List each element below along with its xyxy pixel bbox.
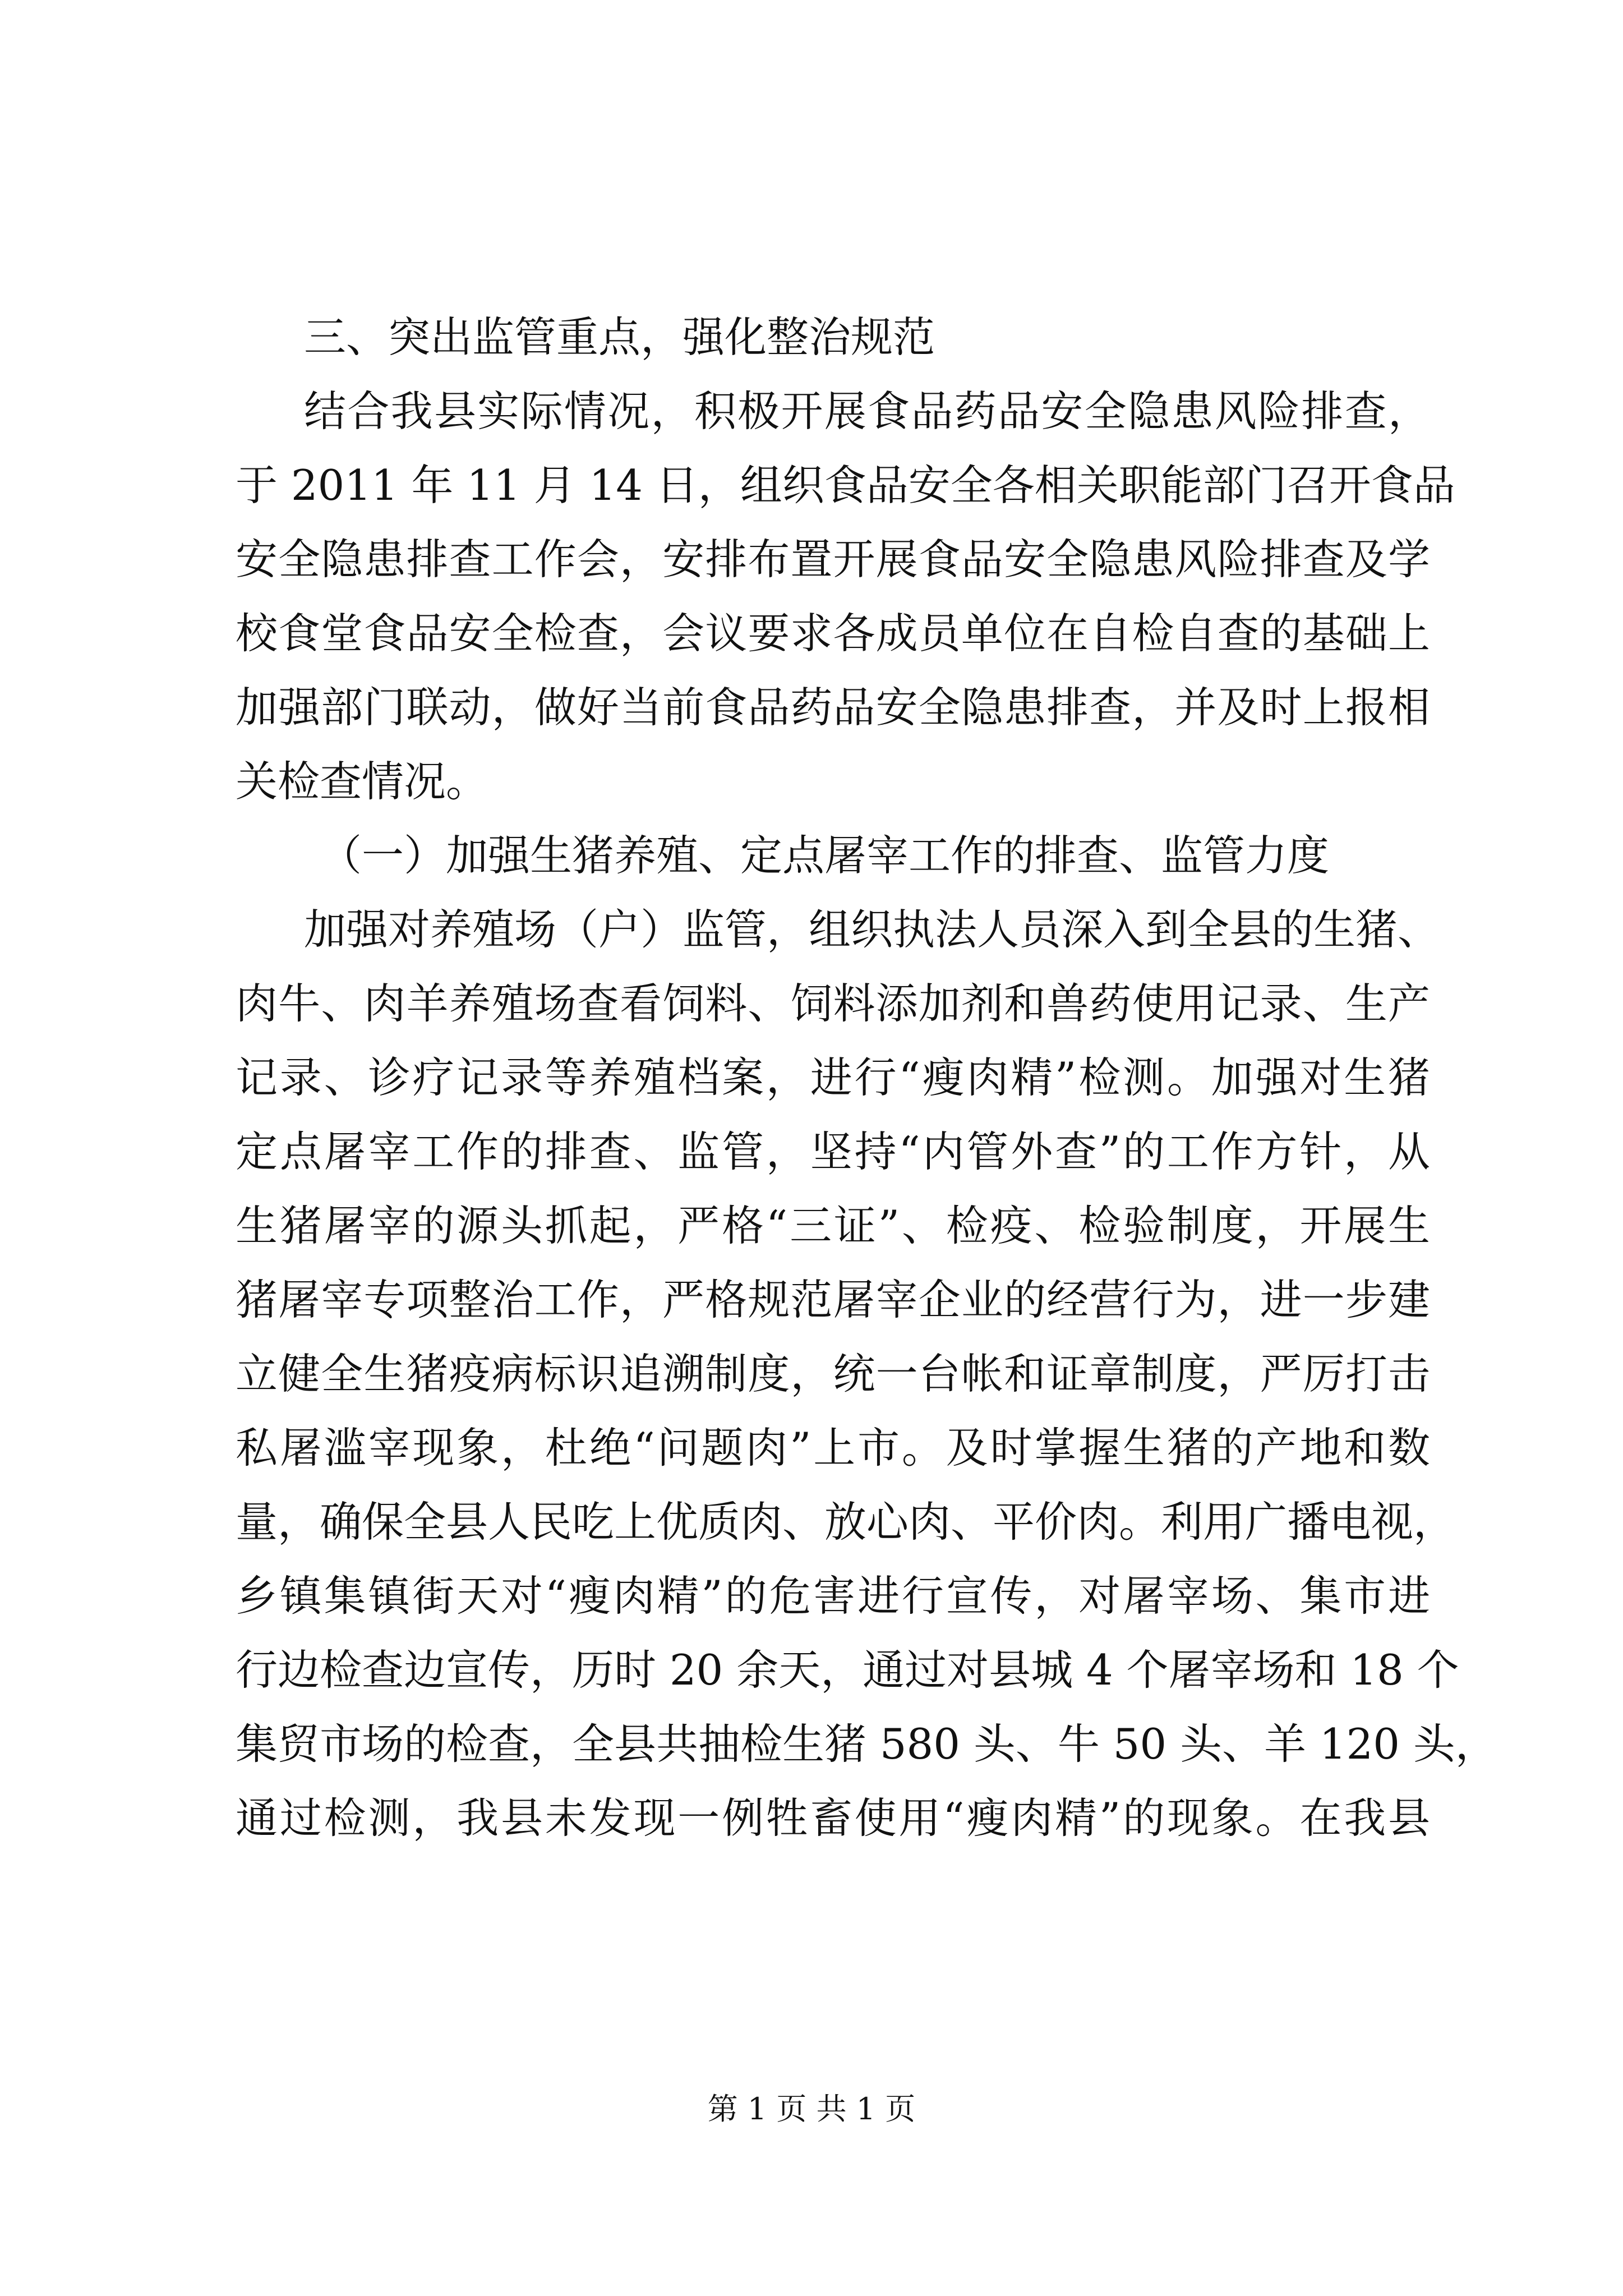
- paragraph-2-line: 行边检查边宣传，历时 20 余天，通过对县城 4 个屠宰场和 18 个: [236, 1645, 1459, 1695]
- paragraph-2-line: 猪屠宰专项整治工作，严格规范屠宰企业的经营行为，进一步建: [236, 1275, 1430, 1324]
- paragraph-2-line: 量，确保全县人民吃上优质肉、放心肉、平价肉。利用广播电视，: [236, 1497, 1456, 1547]
- section-heading: 三、突出监管重点，强化整治规范: [304, 312, 935, 362]
- subsection-heading: （一）加强生猪养殖、定点屠宰工作的排查、监管力度: [320, 831, 1330, 880]
- paragraph-1-line: 校食堂食品安全检查，会议要求各成员单位在自检自查的基础上: [236, 609, 1430, 658]
- paragraph-1: [236, 374, 1455, 818]
- paragraph-2-line: 乡镇集镇街天对“瘦肉精”的危害进行宣传，对屠宰场、集市进: [236, 1571, 1430, 1621]
- paragraph-1-line: 关检查情况。: [236, 757, 488, 806]
- paragraph-1-line: 安全隐患排查工作会，安排布置开展食品安全隐患风险排查及学: [236, 535, 1430, 584]
- paragraph-2-line: 私屠滥宰现象，杜绝“问题肉”上市。及时掌握生猪的产地和数: [236, 1423, 1430, 1473]
- paragraph-2-line: 加强对养殖场（户）监管，组织执法人员深入到全县的生猪、: [304, 905, 1440, 954]
- paragraph-2: [236, 892, 1497, 1855]
- paragraph-1-line: 加强部门联动，做好当前食品药品安全隐患排查，并及时上报相: [236, 683, 1430, 732]
- paragraph-2-line: 集贸市场的检查，全县共抽检生猪 580 头、牛 50 头、羊 120 头，: [236, 1719, 1497, 1769]
- paragraph-1-line: 结合我县实际情况，积极开展食品药品安全隐患风险排查，: [304, 386, 1430, 436]
- paragraph-2-line: 生猪屠宰的源头抓起，严格“三证”、检疫、检验制度，开展生: [236, 1201, 1430, 1250]
- paragraph-2-line: 肉牛、肉羊养殖场查看饲料、饲料添加剂和兽药使用记录、生产: [236, 979, 1430, 1028]
- paragraph-2-line: 定点屠宰工作的排查、监管，坚持“内管外查”的工作方针，从: [236, 1127, 1430, 1176]
- paragraph-1-line: 于 2011 年 11 月 14 日，组织食品安全各相关职能部门召开食品: [236, 461, 1455, 510]
- document-body: [236, 300, 1497, 1855]
- paragraph-2-line: 立健全生猪疫病标识追溯制度，统一台帐和证章制度，严厉打击: [236, 1349, 1430, 1398]
- paragraph-2-line: 记录、诊疗记录等养殖档案，进行“瘦肉精”检测。加强对生猪: [236, 1053, 1430, 1102]
- paragraph-2-line: 通过检测，我县未发现一例牲畜使用“瘦肉精”的现象。在我县: [236, 1793, 1430, 1843]
- page-footer: 第 1 页 共 1 页: [707, 2091, 916, 2127]
